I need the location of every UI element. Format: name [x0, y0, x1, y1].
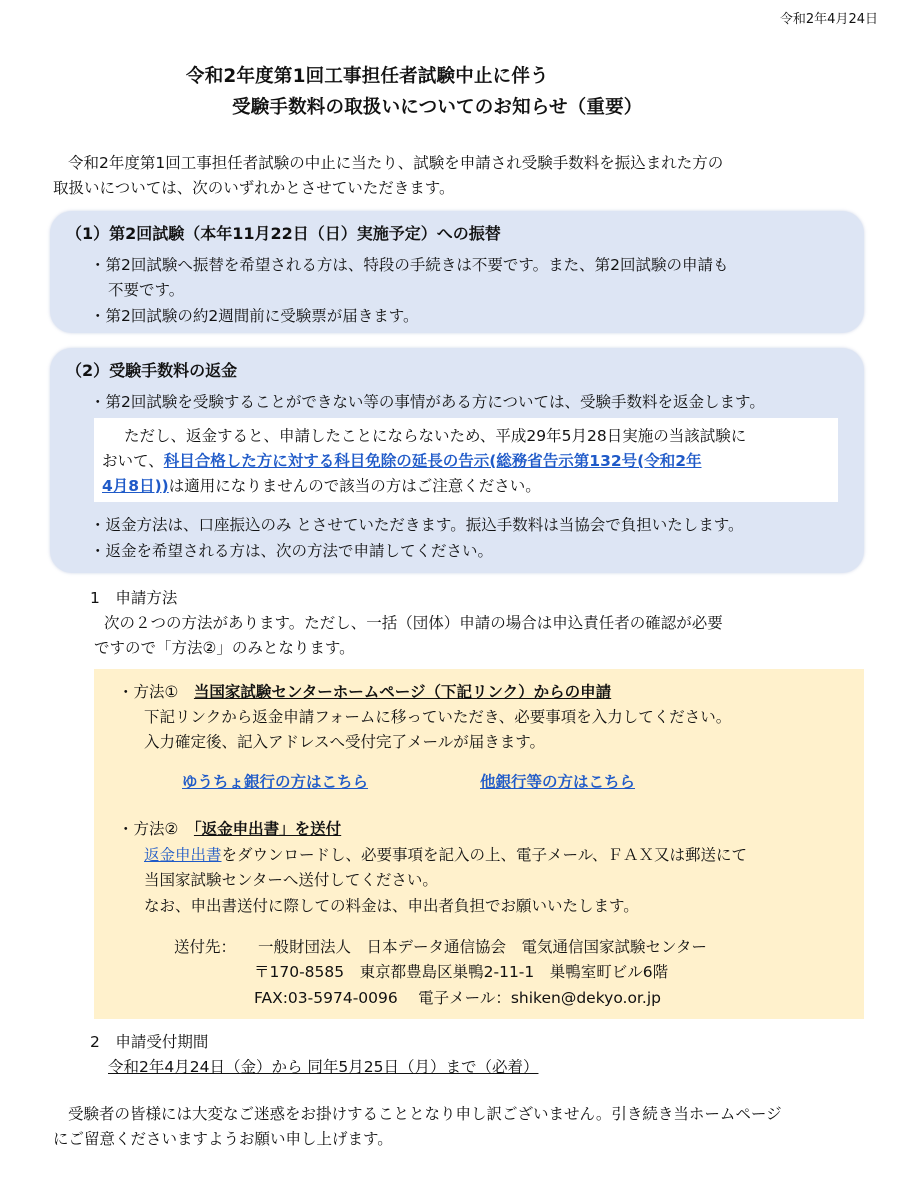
page-title-line1: 令和2年度第1回工事担任者試験中止に伴う [186, 66, 549, 87]
option1-line1: ・第2回試験へ振替を希望される方は、特段の手続きは不要です。また、第2回試験の申請も [90, 256, 729, 274]
yucho-link-row [182, 770, 368, 794]
page-title-line2: 受験手数料の取扱いについてのお知らせ（重要） [232, 97, 643, 118]
destination-org: 一般財団法人 日本データ通信協会 電気通信国家試験センター [258, 938, 707, 956]
option2-line1: ・第2回試験を受験することができない等の事情がある方については、受験手数料を返金します。 [90, 393, 765, 411]
section1-line2: ですので「方法②」のみとなります。 [94, 639, 355, 657]
option1-line2: 不要です。 [108, 281, 185, 299]
method2-line2: 当国家試験センターへ送付してください。 [144, 871, 438, 889]
method2-line1-suffix: をダウンロードし、必要事項を記入の上、電子メール、ＦＡＸ又は郵送にて [221, 846, 747, 864]
refund-form-link[interactable]: 返金申出書 [144, 846, 222, 864]
option1-heading: （1）第2回試験（本年11月22日（日）実施予定）への振替 [66, 224, 501, 243]
method1-line2: 入力確定後、記入アドレスへ受付完了メールが届きます。 [144, 733, 545, 751]
other-bank-link[interactable]: 他銀行等の方はこちら [480, 773, 636, 791]
application-period: 令和2年4月24日（金）から 同年5月25日（月）まで（必着） [108, 1058, 539, 1076]
section1-line1: 次の２つの方法があります。ただし、一括（団体）申請の場合は申込責任者の確認が必要 [104, 614, 723, 632]
intro-line2: 取扱いについては、次のいずれかとさせていただきます。 [53, 179, 455, 197]
other-bank-link-row [480, 770, 635, 794]
destination-contact: FAX:03-5974-0096 電子メール：shiken@dekyo.or.jp [254, 989, 661, 1007]
closing-line1: 受験者の皆様には大変なご迷惑をお掛けすることとなり申し訳ございません。引き続き当ホームページ [68, 1105, 782, 1123]
option1-box [50, 211, 864, 333]
option2-line3: ・返金を希望される方は、次の方法で申請してください。 [90, 542, 494, 560]
method2-line3: なお、申出書送付に際しての料金は、申出者負担でお願いいたします。 [144, 897, 639, 915]
option2-note-prefix: おいて、 [102, 452, 164, 470]
destination-label: 送付先： [174, 938, 237, 956]
option2-note-box [94, 418, 838, 502]
option2-note-line2 [102, 449, 702, 473]
method2-line1 [144, 843, 747, 867]
option2-note-line3 [102, 474, 541, 498]
option1-line3: ・第2回試験の約2週間前に受験票が届きます。 [90, 307, 419, 325]
exemption-notice-link-cont[interactable]: 4月8日)) [102, 477, 169, 495]
option2-box [50, 348, 864, 573]
option2-line2: ・返金方法は、口座振込のみ とさせていただきます。振込手数料は当協会で負担いたします。 [90, 516, 744, 534]
destination-address: 〒170-8585 東京都豊島区巣鴨2-11-1 巣鴨室町ビル6階 [254, 963, 669, 981]
method1-prefix: ・方法① [118, 683, 179, 701]
methods-box [94, 669, 864, 1019]
method2-title-row [118, 817, 341, 841]
section2-heading: 2 申請受付期間 [90, 1033, 209, 1051]
method1-title: 当国家試験センターホームページ（下記リンク）からの申請 [193, 683, 612, 701]
document-date: 令和2年4月24日 [779, 12, 878, 27]
method2-title: 「返金申出書」を送付 [193, 820, 342, 838]
intro-line1: 令和2年度第1回工事担任者試験の中止に当たり、試験を申請され受験手数料を振込まれた方の [68, 154, 724, 172]
option2-note-line1: ただし、返金すると、申請したことにならないため、平成29年5月28日実施の当該試験に [124, 427, 747, 445]
method2-prefix: ・方法② [118, 820, 179, 838]
method1-title-row [118, 680, 611, 704]
section1-heading: 1 申請方法 [90, 589, 178, 607]
closing-line2: にご留意くださいますようお願い申し上げます。 [53, 1130, 393, 1148]
option2-heading: （2）受験手数料の返金 [66, 361, 238, 380]
exemption-notice-link[interactable]: 科目合格した方に対する科目免除の延長の告示(総務省告示第132号(令和2年 [163, 452, 702, 470]
option2-note-suffix: は適用になりませんので該当の方はご注意ください。 [168, 477, 541, 495]
method1-line1: 下記リンクから返金申請フォームに移っていただき、必要事項を入力してください。 [144, 708, 732, 726]
yucho-bank-link[interactable]: ゆうちょ銀行の方はこちら [182, 773, 369, 791]
